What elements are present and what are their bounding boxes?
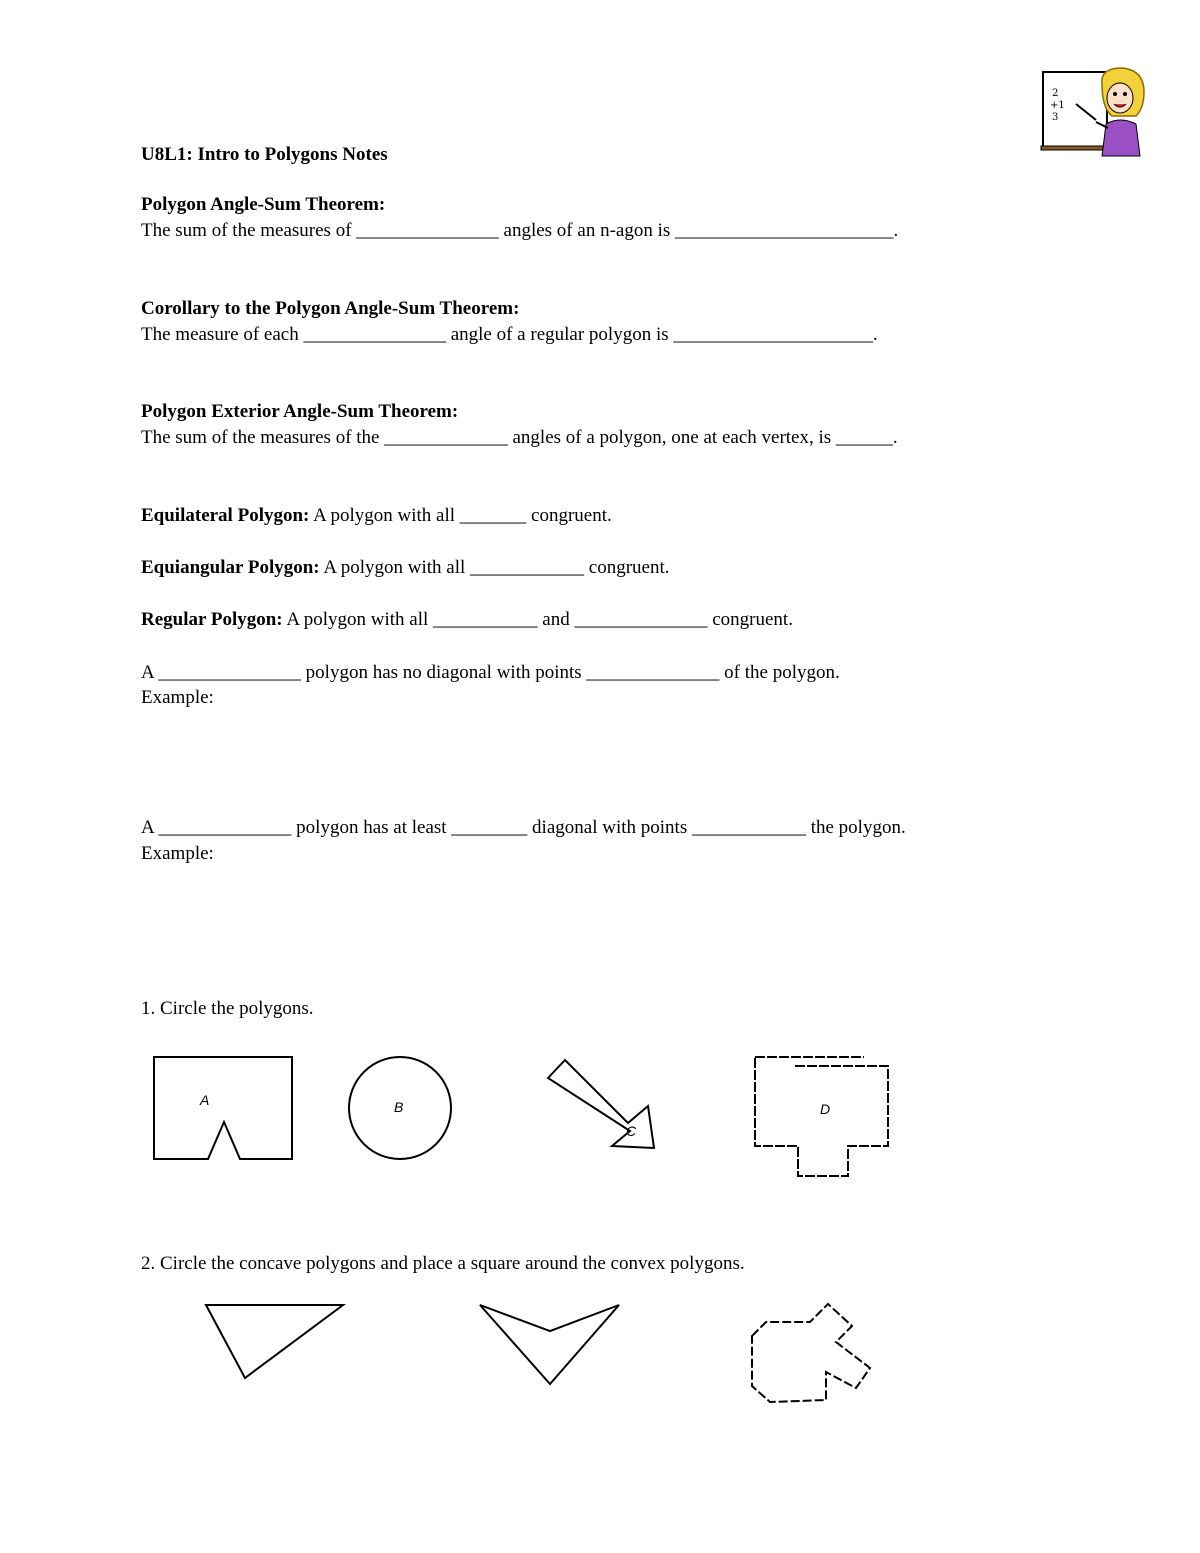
question-2: 2. Circle the concave polygons and place a square around the convex polygons. — [141, 1253, 745, 1274]
exterior-text: The sum of the measures of the _____________ angles of a polygon, one at each vertex, is ______. — [141, 427, 898, 448]
equilateral-definition: Equilateral Polygon: A polygon with all _______ congruent. — [141, 505, 612, 526]
shape-b-label: B — [394, 1099, 404, 1115]
convex-example-label: Example: — [141, 687, 214, 708]
irregular-shape — [752, 1304, 870, 1402]
shape-a — [154, 1057, 292, 1159]
angle-sum-heading: Polygon Angle-Sum Theorem: — [141, 194, 386, 215]
page-title: U8L1: Intro to Polygons Notes — [141, 144, 388, 165]
concave-example-label: Example: — [141, 843, 214, 864]
concave-statement: A ______________ polygon has at least ________ diagonal with points ____________ the polygon. — [141, 817, 906, 838]
question-1: 1. Circle the polygons. — [141, 998, 314, 1019]
triangle-shape — [206, 1305, 343, 1378]
svg-text:+1: +1 — [1050, 100, 1065, 111]
equiangular-definition: Equiangular Polygon: A polygon with all ____________ congruent. — [141, 557, 670, 578]
regular-definition: Regular Polygon: A polygon with all ___________ and ______________ congruent. — [141, 609, 793, 630]
corollary-text: The measure of each _______________ angle of a regular polygon is _____________________. — [141, 324, 878, 345]
svg-text:3: 3 — [1052, 112, 1059, 123]
angle-sum-text: The sum of the measures of _______________ angles of an n-agon is _______________________. — [141, 220, 899, 241]
svg-text:2: 2 — [1052, 88, 1059, 99]
shape-c — [548, 1060, 654, 1148]
corollary-heading: Corollary to the Polygon Angle-Sum Theorem: — [141, 298, 520, 319]
shape-a-label: A — [200, 1092, 210, 1108]
convex-statement: A _______________ polygon has no diagonal with points ______________ of the polygon. — [141, 662, 840, 683]
chevron-shape — [480, 1305, 619, 1384]
exterior-heading: Polygon Exterior Angle-Sum Theorem: — [141, 401, 459, 422]
shape-c-label: C — [626, 1123, 637, 1139]
shape-d-label: D — [820, 1101, 831, 1117]
